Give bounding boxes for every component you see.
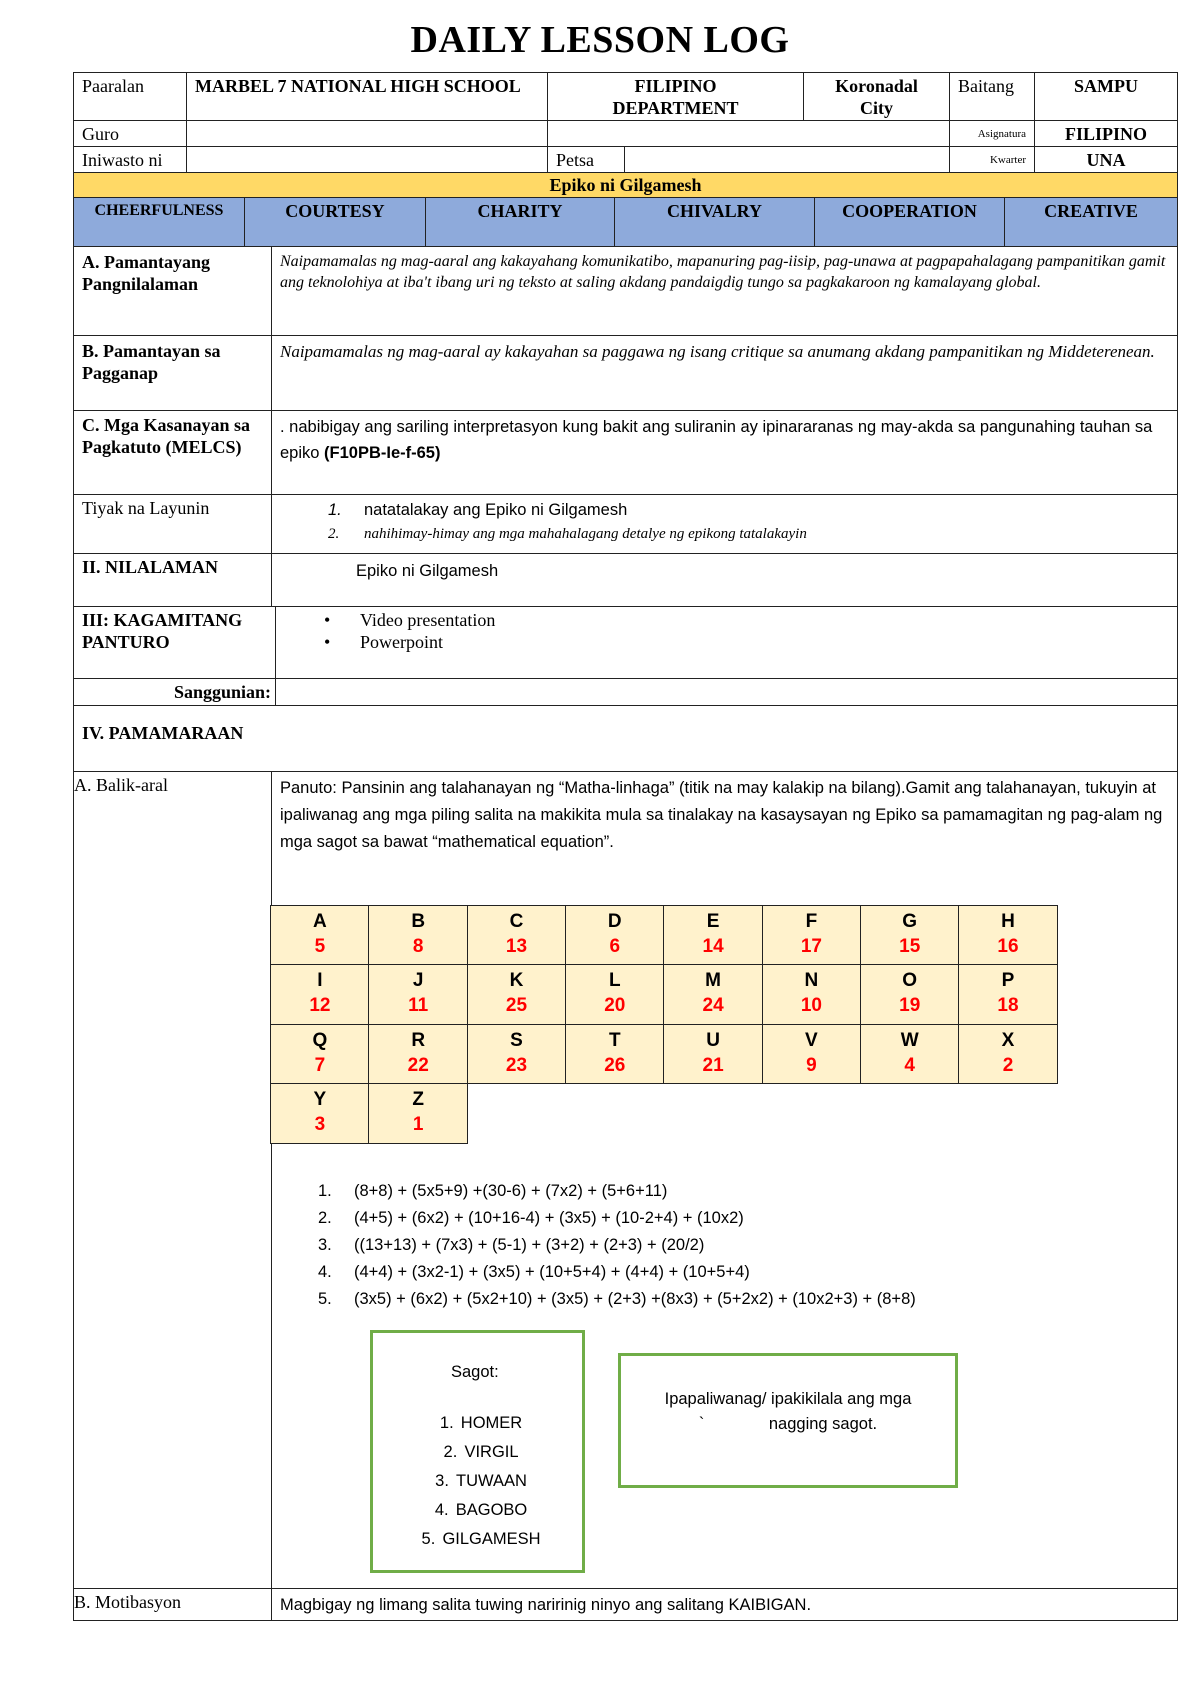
cipher-number: 24 [702,995,724,1017]
answer-item: 3. TUWAAN [435,1472,527,1490]
answer-item: 5. GILGAMESH [421,1530,541,1548]
school-name: MARBEL 7 NATIONAL HIGH SCHOOL [186,72,548,121]
guro-extra-field [547,120,950,147]
cipher-number: 5 [314,936,326,957]
kagamitang-item: • Video presentation [324,610,496,630]
cipher-cell [368,964,468,1025]
cipher-cell [762,964,862,1025]
equation-item: 2. (4+5) + (6x2) + (10+16-4) + (3x5) + (10-2+4) + (10x2) [318,1209,744,1227]
equation-item: 1. (8+8) + (5x5+9) +(30-6) + (7x2) + (5+6+11) [318,1182,668,1200]
cipher-cell [270,1024,370,1085]
cipher-letter: H [1001,911,1015,932]
cipher-letter: U [706,1029,720,1051]
cipher-cell [663,1024,763,1085]
cipher-number: 10 [800,995,822,1017]
equation-item: 3. ((13+13) + (7x3) + (5-1) + (3+2) + (2+3) + (20/2) [318,1236,705,1254]
cipher-number: 19 [899,995,921,1017]
cipher-number: 9 [806,1054,817,1076]
cipher-letter: Y [313,1088,327,1110]
cipher-cell [565,964,665,1025]
cipher-cell [663,964,763,1025]
iniwasto-label: Iniwasto ni [73,146,187,173]
cipher-cell [565,905,665,966]
pamantayan-pagganap-text: Naipamamalas ng mag-aaral ay kakayahan sa paggawa ng isang critique sa anumang akdang pampanitikan ng Middeterenean. [271,335,1178,411]
cipher-number: 23 [505,1054,528,1076]
explanation-mark: ` [698,1415,705,1433]
answers-box [370,1330,585,1573]
cipher-number: 1 [412,1113,424,1135]
cipher-letter: W [900,1029,919,1051]
cipher-letter: A [313,911,327,932]
page-title: DAILY LESSON LOG [410,19,790,61]
value-chivalry: CHIVALRY [614,197,815,247]
cipher-cell [368,1024,468,1085]
cipher-cell [762,1024,862,1085]
pamantayan-pagganap-label: B. Pamantayan sa Pagganap [73,335,272,411]
cipher-number: 13 [505,936,528,957]
pamantayang-pangnilalaman-text: Naipamamalas ng mag-aaral ang kakayahang komunikatibo, mapanuring pag-iisip, pag-unawa at pagpapahalagang pampanitikan gamit ang teknolohiya at iba't ibang uri ng teksto at saling akdang pandaigdig tungo sa pagkakaroon ng kamalayang global. [271,246,1178,336]
value-cheerfulness: CHEERFULNESS [73,197,245,247]
cipher-number: 20 [604,995,626,1017]
cipher-letter: G [902,911,918,932]
cipher-number: 26 [604,1054,626,1076]
cipher-letter: L [608,970,621,992]
cipher-number: 4 [904,1054,915,1076]
topic-banner: Epiko ni Gilgamesh [73,172,1178,198]
cipher-cell [467,1024,567,1085]
cipher-letter: Z [412,1088,424,1110]
cipher-cell [270,964,370,1025]
equation-item: 4. (4+4) + (3x2-1) + (3x5) + (10+5+4) + (4+4) + (10+5+4) [318,1263,750,1281]
cipher-number: 11 [408,995,429,1017]
kasanayan-code: (F10PB-Ie-f-65) [324,444,441,462]
answers-title: Sagot: [451,1363,499,1381]
paaralan-label: Paaralan [73,72,187,121]
cipher-letter: B [411,911,426,932]
cipher-letter: V [805,1029,818,1051]
petsa-label: Petsa [547,146,625,173]
cipher-cell [958,964,1058,1025]
cipher-number: 12 [309,995,331,1017]
cipher-letter: X [1001,1029,1015,1051]
cipher-letter: S [510,1029,523,1051]
cipher-number: 22 [407,1054,429,1076]
tiyak-item: 2. nahihimay-himay ang mga mahahalagang detalye ng epikong tatalakayin [328,526,807,542]
baitang-label: Baitang [949,72,1035,121]
kasanayan-text [271,410,1178,495]
cipher-cell [467,964,567,1025]
kasanayan-desc: . nabibigay ang sariling interpretasyon kung bakit ang suliranin ay ipinararanas ng may-akda sa pangunahing tauhan sa epiko [280,418,1153,462]
cipher-number: 18 [997,995,1019,1017]
value-charity: CHARITY [425,197,615,247]
explanation-line1: Ipapaliwanag/ ipakikilala ang mga [664,1390,912,1408]
asignatura-value: FILIPINO [1034,120,1178,147]
guro-label: Guro [73,120,187,147]
pamantayang-pangnilalaman-label: A. Pamantayang Pangnilalaman [73,246,272,336]
sanggunian-label: Sanggunian: [73,678,276,706]
city: Koronadal City [803,72,950,121]
asignatura-label: Asignatura [949,120,1035,147]
cipher-cell [565,1024,665,1085]
cipher-letter: Q [312,1029,328,1051]
kagamitang-item: • Powerpoint [324,632,443,652]
cipher-letter: K [509,970,524,992]
cipher-letter: C [509,911,524,932]
cipher-number: 21 [702,1054,724,1076]
cipher-letter: T [608,1029,621,1051]
kwarter-label: Kwarter [949,146,1035,173]
cipher-number: 2 [1002,1054,1014,1076]
cipher-cell [860,905,960,966]
cipher-cell [860,1024,960,1085]
cipher-number: 15 [899,936,921,957]
baitang-value: SAMPU [1034,72,1178,121]
explanation-box [618,1353,958,1488]
explanation-line2: nagging sagot. [768,1415,878,1433]
cipher-letter: M [705,970,721,992]
cipher-cell [368,1083,468,1144]
cipher-cell [368,905,468,966]
cipher-cell [958,1024,1058,1085]
tiyak-list [271,494,1178,554]
cipher-cell [860,964,960,1025]
cipher-cell [467,905,567,966]
kagamitang-list [275,606,1178,679]
cipher-number: 14 [702,936,724,957]
cipher-number: 7 [314,1054,326,1076]
sanggunian-field [275,678,1178,706]
kwarter-value: UNA [1034,146,1178,173]
nilalaman-label: II. NILALAMAN [73,553,272,607]
cipher-letter: I [317,970,323,992]
value-creative: CREATIVE [1004,197,1178,247]
cipher-letter: F [805,911,818,932]
answer-item: 2. VIRGIL [443,1443,519,1461]
cipher-letter: E [706,911,720,932]
tiyak-label: Tiyak na Layunin [73,494,272,554]
cipher-number: 6 [609,936,621,957]
cipher-number: 25 [505,995,528,1017]
cipher-letter: D [607,911,622,932]
cipher-number: 8 [412,936,424,957]
motibasyon-text: Magbigay ng limang salita tuwing naririnig ninyo ang salitang KAIBIGAN. [271,1588,1178,1621]
cipher-letter: J [412,970,424,992]
pamamaraan-heading: IV. PAMAMARAAN [73,705,1178,772]
answer-item: 4. BAGOBO [434,1501,528,1519]
cipher-cell [958,905,1058,966]
cipher-cell [270,905,370,966]
tiyak-item: 1. natatalakay ang Epiko ni Gilgamesh [328,501,628,519]
cipher-cell [270,1083,370,1144]
equation-item: 5. (3x5) + (6x2) + (5x2+10) + (3x5) + (2+3) +(8x3) + (5+2x2) + (10x2+3) + (8+8) [318,1290,916,1308]
balik-aral-instructions: Panuto: Pansinin ang talahanayan ng “Matha-linhaga” (titik na may kalakip na bilang).Gamit ang talahanayan, tukuyin at ipaliwanag ang mga piling salita na makikita mula sa tinalakay na kasaysayan ng Epiko sa pamamagitan ng pag-alam ng mga sagot sa bawat “mathematical equation”. [280,779,1163,851]
petsa-field [624,146,950,173]
answer-item: 1. HOMER [439,1414,523,1432]
kasanayan-label: C. Mga Kasanayan sa Pagkatuto (MELCS) [73,410,272,495]
guro-field [186,120,548,147]
cipher-letter: N [804,970,819,992]
cipher-cell [663,905,763,966]
nilalaman-text: Epiko ni Gilgamesh [271,553,1178,607]
value-cooperation: COOPERATION [814,197,1005,247]
kagamitang-label: III: KAGAMITANG PANTURO [73,606,276,679]
cipher-letter: O [902,970,918,992]
department: FILIPINO DEPARTMENT [547,72,804,121]
cipher-letter: R [411,1029,426,1051]
cipher-number: 3 [314,1113,326,1135]
motibasyon-label: B. Motibasyon [73,1588,272,1621]
cipher-number: 16 [997,936,1019,957]
balik-aral-label: A. Balik-aral [73,771,272,1589]
cipher-cell [762,905,862,966]
cipher-number: 17 [800,936,822,957]
value-courtesy: COURTESY [244,197,426,247]
iniwasto-field [186,146,548,173]
cipher-letter: P [1001,970,1015,992]
